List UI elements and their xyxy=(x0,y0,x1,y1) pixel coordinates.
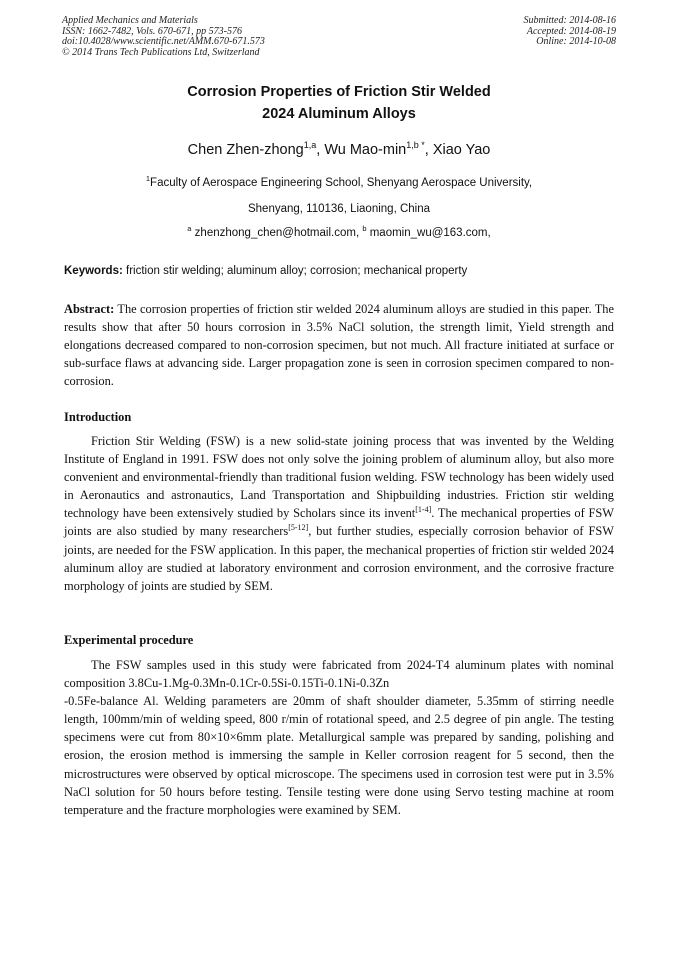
author-2-name: Wu Mao-min xyxy=(324,142,407,158)
abstract-text: The corrosion properties of friction stir welded 2024 aluminum alloys are studied in this paper. The results show that after 50 hours corrosion in 3.5% NaCl solution, the strength limit, Yield strength and elongations decreased compared to non-corrosion specimen, but not much. All fracture initiated at surface or sub-surface flaws at advancing side. Larger propagation zone is seen in corrosion specimen compared to non-corrosion. xyxy=(64,302,615,389)
journal-issn: ISSN: 1662-7482, Vols. 670-671, pp 573-576 xyxy=(62,25,242,37)
author-1-affiliation-mark: 1,a xyxy=(303,140,317,150)
author-list: Chen Zhen-zhong$^{1,a}$, Wu Mao-$\min^{1,b *}$, Xiao Yao xyxy=(187,140,491,158)
keywords-text: friction stir welding; aluminum alloy; corrosion; mechanical property xyxy=(126,265,468,277)
email-link-a[interactable]: zhenzhong_chen@hotmail.com, xyxy=(194,227,360,239)
author-3-name: Xiao Yao xyxy=(432,142,491,158)
intro-text-3: , but further studies, especially corrosion behavior of FSW joints, are needed for the FSW application. In this paper, the mechanical properties of friction stir welded 2024 aluminum alloy are studied at laboratory environment and corrosion environment, and the corrosive fracture morphology of joints are studied by SEM. xyxy=(64,524,614,593)
title-line-1: Corrosion Properties of Friction Stir Welded xyxy=(187,84,491,100)
online-date: Online: 2014-10-08 xyxy=(536,36,616,48)
author-1-name: Chen Zhen-zhong xyxy=(187,142,304,158)
email-mark-a: a xyxy=(187,224,192,233)
journal-header-right xyxy=(524,16,617,48)
intro-text-1: Friction Stir Welding (FSW) is a new solid-state joining process that was invented by the Welding Institute of England in 1991. FSW does not only solve the joining problem of aluminum alloy, but also more convenient and environmental-friendly than traditional fusion welding. FSW technology has been widely used in Aeronautics and astronautics, Land Transportation and Shipbuilding industries. Friction stir welding technology have been extensively studied by Scholars since its invent xyxy=(64,434,614,521)
experimental-body xyxy=(64,656,614,819)
journal-name: Applied Mechanics and Materials xyxy=(62,15,198,26)
citation-1-4[interactable]: [1-4] xyxy=(415,505,432,515)
abstract-paragraph xyxy=(64,300,614,390)
email-link-b[interactable]: maomin_wu@163.com, xyxy=(369,227,491,239)
affiliation-mark: 1 xyxy=(145,174,151,183)
abstract-label: Abstract: xyxy=(64,302,115,316)
journal-doi: doi:10.4028/www.scientific.net/AMM.670-671.573 xyxy=(62,36,265,48)
introduction-paragraph xyxy=(64,432,614,595)
introduction-heading: Introduction xyxy=(64,410,132,424)
journal-header-left xyxy=(62,16,265,58)
affiliation-text-1: Faculty of Aerospace Engineering School, Shenyang Aerospace University, xyxy=(150,177,533,189)
affiliation-line-1 xyxy=(62,174,616,189)
keywords-line xyxy=(64,265,616,277)
citation-5-12[interactable]: [5-12] xyxy=(288,523,309,533)
author-2-affiliation-mark: 1,b * xyxy=(406,140,425,150)
email-mark-b: b xyxy=(362,224,367,233)
author-emails xyxy=(62,224,616,239)
experimental-paragraph-2: -0.5Fe-balance Al. Welding parameters are 20mm of shaft shoulder diameter, 5.35mm of stirring needle length, 100mm/min of welding speed, 800 r/min of rotational speed, and 2.5 degree of pin angle. The testing specimens were cut from 80×10×6mm plate. Metallurgical sample was prepared by sanding, polishing and erosion, the erosion method is immersing the sample in Keller corrosion reagent for 5 second, then the microstructures were observed by optical microscope. The specimens used in corrosion test were put in 3.5% NaCl solution for 50 hours before testing. Tensile testing were done using Servo testing machine at room temperature and the fracture morphologies were examined by SEM. xyxy=(64,694,614,817)
accepted-date: Accepted: 2014-08-19 xyxy=(526,25,616,37)
journal-copyright: © 2014 Trans Tech Publications Ltd, Switzerland xyxy=(62,46,260,58)
affiliation-line-2 xyxy=(62,203,616,215)
affiliation-text-2: Shenyang, 110136, Liaoning, China xyxy=(247,203,431,215)
intro-text-2: . The mechanical properties of FSW joints are also studied by many researchers xyxy=(64,506,614,539)
paper-title xyxy=(62,81,616,125)
experimental-heading: Experimental procedure xyxy=(64,633,194,647)
title-line-2: 2024 Aluminum Alloys xyxy=(262,106,416,122)
submitted-date: Submitted: 2014-08-16 xyxy=(523,15,616,26)
experimental-paragraph-1: The FSW samples used in this study were fabricated from 2024-T4 aluminum plates with nominal composition 3.8Cu-1.Mg-0.3Mn-0.1Cr-0.5Si-0.15Ti-0.1Ni-0.3Zn xyxy=(64,658,614,691)
keywords-label: Keywords: xyxy=(64,265,123,277)
